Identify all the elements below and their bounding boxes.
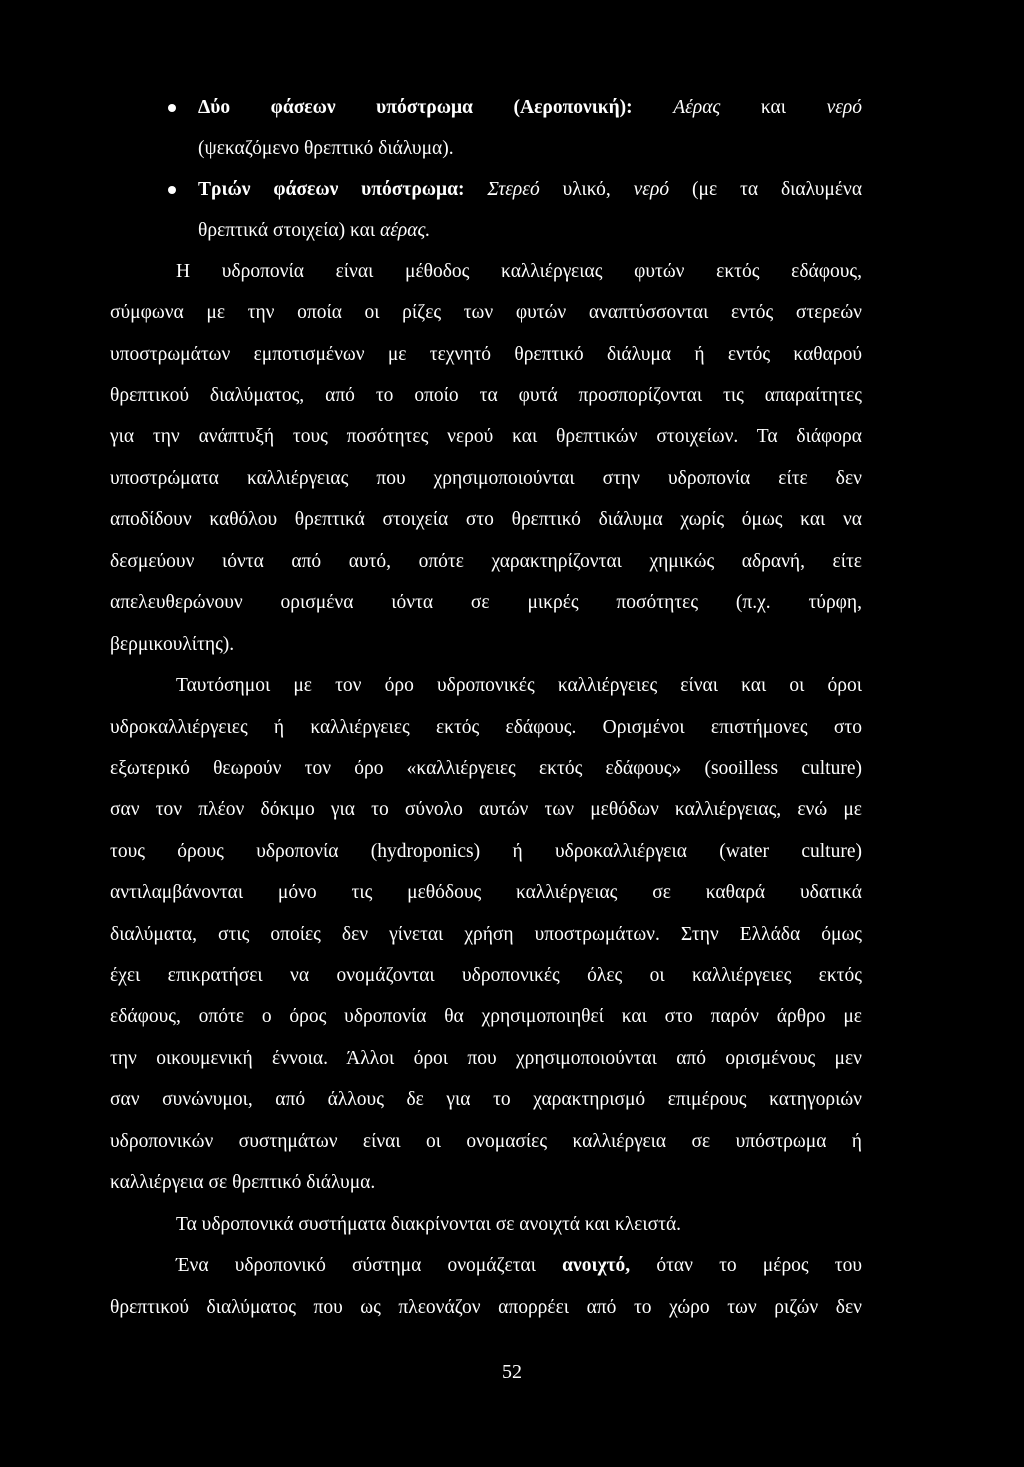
text-line: βερμικουλίτης). — [110, 634, 235, 655]
bullet-item-2 — [198, 178, 862, 202]
text-line: την οικουμενική έννοια. Άλλοι όροι που χρησιμοποιούνται από ορισμένους μεν — [110, 1048, 862, 1069]
text-line: δεσμεύουν ιόντα από αυτό, οπότε χαρακτηρίζονται χημικώς αδρανή, είτε — [110, 551, 862, 572]
bullet-term: Τριών φάσεων υπόστρωμα: — [198, 179, 465, 200]
bullet-item-1-cont: (ψεκαζόμενο θρεπτικό διάλυμα). — [198, 138, 454, 159]
text-before-bold: Ένα υδροπονικό σύστημα ονομάζεται — [176, 1255, 537, 1276]
text-line: θρεπτικού διαλύματος, από το οποίο τα φυτά προσπορίζονται τις απαραίτητες — [110, 385, 862, 406]
text-line: αντιλαμβάνονται μόνο τις μεθόδους καλλιέργειας σε καθαρά υδατικά — [110, 882, 862, 903]
text-line: υδροπονικών συστημάτων είναι οι ονομασίες καλλιέργεια σε υπόστρωμα ή — [110, 1131, 862, 1152]
bullet-term: Δύο φάσεων υπόστρωμα — [198, 97, 473, 118]
bullet-item-2-cont — [198, 219, 862, 243]
text-line: απελευθερώνουν ορισμένα ιόντα σε μικρές ποσότητες (π.χ. τύρφη, — [110, 592, 862, 613]
bullet-dot — [168, 186, 176, 194]
text-line: Τα υδροπονικά συστήματα διακρίνονται σε ανοιχτά και κλειστά. — [176, 1214, 682, 1235]
bullet-term-paren: (Αεροπονική): — [513, 97, 633, 118]
text-line: υποστρωμάτων εμποτισμένων με τεχνητό θρεπτικό διάλυμα ή εντός καθαρού — [110, 344, 862, 365]
bullet-italic-b: νερό — [633, 179, 670, 200]
text-line: σαν τον πλέον δόκιμο για το σύνολο αυτών των μεθόδων καλλιέργειας, ενώ με — [110, 799, 862, 820]
page-number: 52 — [502, 1361, 522, 1383]
text-line: έχει επικρατήσει να ονομάζονται υδροπονικές όλες οι καλλιέργειες εκτός — [110, 965, 862, 986]
text-line: Η υδροπονία είναι μέθοδος καλλιέργειας φυτών εκτός εδάφους, — [176, 261, 862, 282]
bullet-dot — [168, 104, 176, 112]
bullet-mid: υλικό, — [562, 179, 611, 200]
bullet-italic-b: νερό — [826, 97, 863, 118]
bullet-mid: και — [760, 97, 787, 118]
text-line: σύμφωνα με την οποία οι ρίζες των φυτών αναπτύσσονται εντός στερεών — [110, 302, 862, 323]
text-line: θρεπτικού διαλύματος που ως πλεονάζον απορρέει από το χώρο των ριζών δεν — [110, 1297, 862, 1318]
text-line: αποδίδουν καθόλου θρεπτικά στοιχεία στο θρεπτικό διάλυμα χωρίς όμως και να — [110, 509, 862, 530]
bullet-item-1 — [198, 96, 862, 120]
text-line: εδάφους, οπότε ο όρος υδροπονία θα χρησιμοποιηθεί και στο παρόν άρθρο με — [110, 1006, 862, 1027]
text-line: τους όρους υδροπονία (hydroponics) ή υδροκαλλιέργεια (water culture) — [110, 841, 862, 862]
text-line: για την ανάπτυξή τους ποσότητες νερού και θρεπτικών στοιχείων. Τα διάφορα — [110, 426, 862, 447]
text-line — [110, 1254, 862, 1278]
text-after-bold: όταν το μέρος του — [656, 1255, 863, 1276]
bullet-italic-a: Στερεό — [487, 179, 540, 200]
text-line: καλλιέργεια σε θρεπτικό διάλυμα. — [110, 1172, 376, 1193]
text-line: Ταυτόσημοι με τον όρο υδροπονικές καλλιέργειες είναι και οι όροι — [176, 675, 862, 696]
text-line: υποστρώματα καλλιέργειας που χρησιμοποιούνται στην υδροπονία είτε δεν — [110, 468, 862, 489]
bold-term: ανοιχτό, — [562, 1255, 631, 1276]
text-line: εξωτερικό θεωρούν τον όρο «καλλιέργειες εκτός εδάφους» (sooilless culture) — [110, 758, 862, 779]
bullet-cont-text: θρεπτικά στοιχεία) και — [198, 220, 376, 241]
text-line: υδροκαλλιέργειες ή καλλιέργειες εκτός εδάφους. Ορισμένοι επιστήμονες στο — [110, 717, 862, 738]
bullet-cont-italic: αέρας. — [379, 220, 431, 241]
bullet-tail: (με τα διαλυμένα — [692, 179, 863, 200]
text-line: διαλύματα, στις οποίες δεν γίνεται χρήση υποστρωμάτων. Στην Ελλάδα όμως — [110, 924, 862, 945]
bullet-italic-a: Αέρας — [673, 97, 721, 118]
text-line: σαν συνώνυμοι, από άλλους δε για το χαρακτηρισμό επιμέρους κατηγοριών — [110, 1089, 862, 1110]
